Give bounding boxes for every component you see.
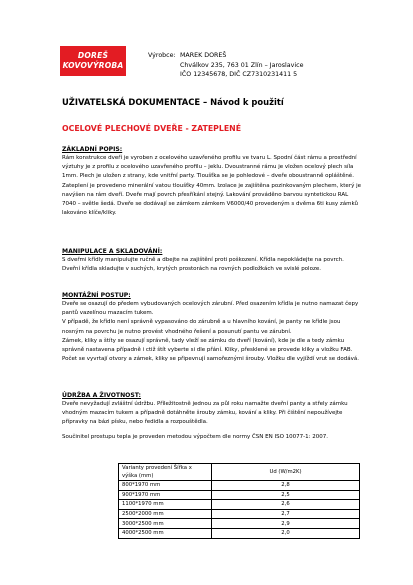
paragraph: Součinitel prostupu tepla je proveden metodou výpočtem dle normy ČSN EN ISO 10077-1: 2007. (62, 433, 329, 440)
section-body-maintenance (62, 400, 362, 442)
table-row (119, 490, 360, 500)
document-subtitle: OCELOVÉ PLECHOVÉ DVEŘE - ZATEPLENÉ (62, 124, 242, 133)
logo-line-2: KOVOVÝROBA (62, 61, 124, 70)
table-header-ud: Ud (W/m2K) (212, 464, 360, 481)
section-heading-handling: MANIPULACE A SKLADOVÁNÍ: (62, 248, 163, 255)
table-cell-dimension: 4000*2500 mm (119, 528, 212, 538)
table-cell-dimension: 1100*1970 mm (119, 500, 212, 510)
producer-address: Chválkov 235, 763 01 Zlín – Jaroslavice (180, 61, 304, 69)
producer-block (148, 51, 303, 80)
table-cell-dimension: 800*1970 mm (119, 481, 212, 491)
producer-ids: IČO 12345678, DIČ CZ7310231411 5 (180, 71, 298, 79)
table-cell-ud: 2,7 (212, 509, 360, 519)
table-cell-ud: 2,0 (212, 528, 360, 538)
paragraph: Zámek, kliky a štíty se osazují správně, tady vleží se zámku do dveří (kování), kde je dle a tedy zámku správně nastavena případně i ctiž štít vyberte si dle přání. Kliky, přesklené se provede kliky a vložku FAB. Počet se vyvrtají otvory a zámek, kliky se připevnují samořeznými šrouby. Vložku dle vyjíždí vrut se dodává. (62, 337, 359, 363)
logo-line-1: DOREŠ (77, 51, 109, 60)
company-logo (60, 46, 126, 76)
table-row (119, 509, 360, 519)
table-row (119, 528, 360, 538)
thermal-table (118, 463, 360, 539)
paragraph: S dveřmi křídly manipulujte ručně a dbejte na zajištění proti poškození. Křídla nepokládejte na povrch. (62, 257, 344, 263)
paragraph: Rám konstrukce dveří je vyroben z ocelového uzavřeného profilu ve tvaru L. Spodní část rámu a prostřední výztuhy je z profilu z ocelového uzavřeného profilu – jeklu. Dvoustranné rámu je vložen ocelový plech síla 1mm. Plech je uložen z strany, kde vnitřní party. Tloušťka se je pohledové – dveře oboustranně opláštěné. (62, 155, 357, 180)
table-header-dimensions: Varianty provedení Šířka x výška (mm) (119, 464, 212, 481)
document-title: UŽIVATELSKÁ DOKUMENTACE – Návod k použití (62, 97, 284, 107)
section-body-mounting (62, 300, 362, 364)
table-cell-dimension: 3000*2500 mm (119, 519, 212, 529)
table-row (119, 519, 360, 529)
table-cell-ud: 2,5 (212, 490, 360, 500)
section-body-handling (62, 256, 362, 274)
table-cell-ud: 2,6 (212, 500, 360, 510)
section-body-basic (62, 154, 362, 218)
table-row (119, 500, 360, 510)
paragraph: Zateplení je provedeno minerální vatou tloušťky 40mm. Izolace je zajištěna pozinkovaným plechem, který je navýšen na rám dveří. Dveře mají povrch přesříkání stejný. Lakování prováděno barvou syntetickou RAL 7040 – světle šedá. Dveře se dodávají se zámkem zámkem V6000/40 provedeným s dvěma 6ti kusy zámků lakováno klíče/kliky. (62, 182, 361, 217)
table-header-row (119, 464, 360, 481)
table-cell-dimension: 2500*2000 mm (119, 509, 212, 519)
table-cell-ud: 2,8 (212, 481, 360, 491)
producer-name: MAREK DOREŠ (180, 52, 227, 59)
table-cell-ud: 2,9 (212, 519, 360, 529)
producer-label: Výrobce: (148, 52, 176, 59)
section-heading-maintenance: ÚDRŽBA A ŽIVOTNOST: (62, 392, 141, 399)
table-cell-dimension: 900*1970 mm (119, 490, 212, 500)
paragraph: Dveře nevyžadují zvláštní údržbu. Příležitostně jednou za půl roku namažte dveřní panty a střely zámku vhodným mazacím tukem a případně dotáhněte šrouby zámku, kování a kliky. Při čištění nepoužívejte přípravky na bázi písku, nebo ředidla a rozpouštědla. (62, 401, 348, 426)
section-heading-basic: ZÁKLADNÍ POPIS: (62, 146, 123, 153)
table-row (119, 481, 360, 491)
section-heading-mounting: MONTÁŽNÍ POSTUP: (62, 292, 131, 299)
paragraph: V případě, že křídlo není správně vypasováno do zárubně a u hlavního kování, je panty ne křídle jsou nosným na povrchu je nutno provést vhodného řešení a posunutí pantu ve zárubní. (62, 319, 341, 335)
paragraph: Dveře se osazují do předem vybudovaných ocelových zárubní. Před osazením křídla je nutno namazat čepy pantů vazelínou mazacím tukem. (62, 301, 359, 317)
paragraph: Dveřní křídla skladujte v suchých, krytých prostorách na rovných podložkách ve svislé poloze. (62, 266, 321, 273)
